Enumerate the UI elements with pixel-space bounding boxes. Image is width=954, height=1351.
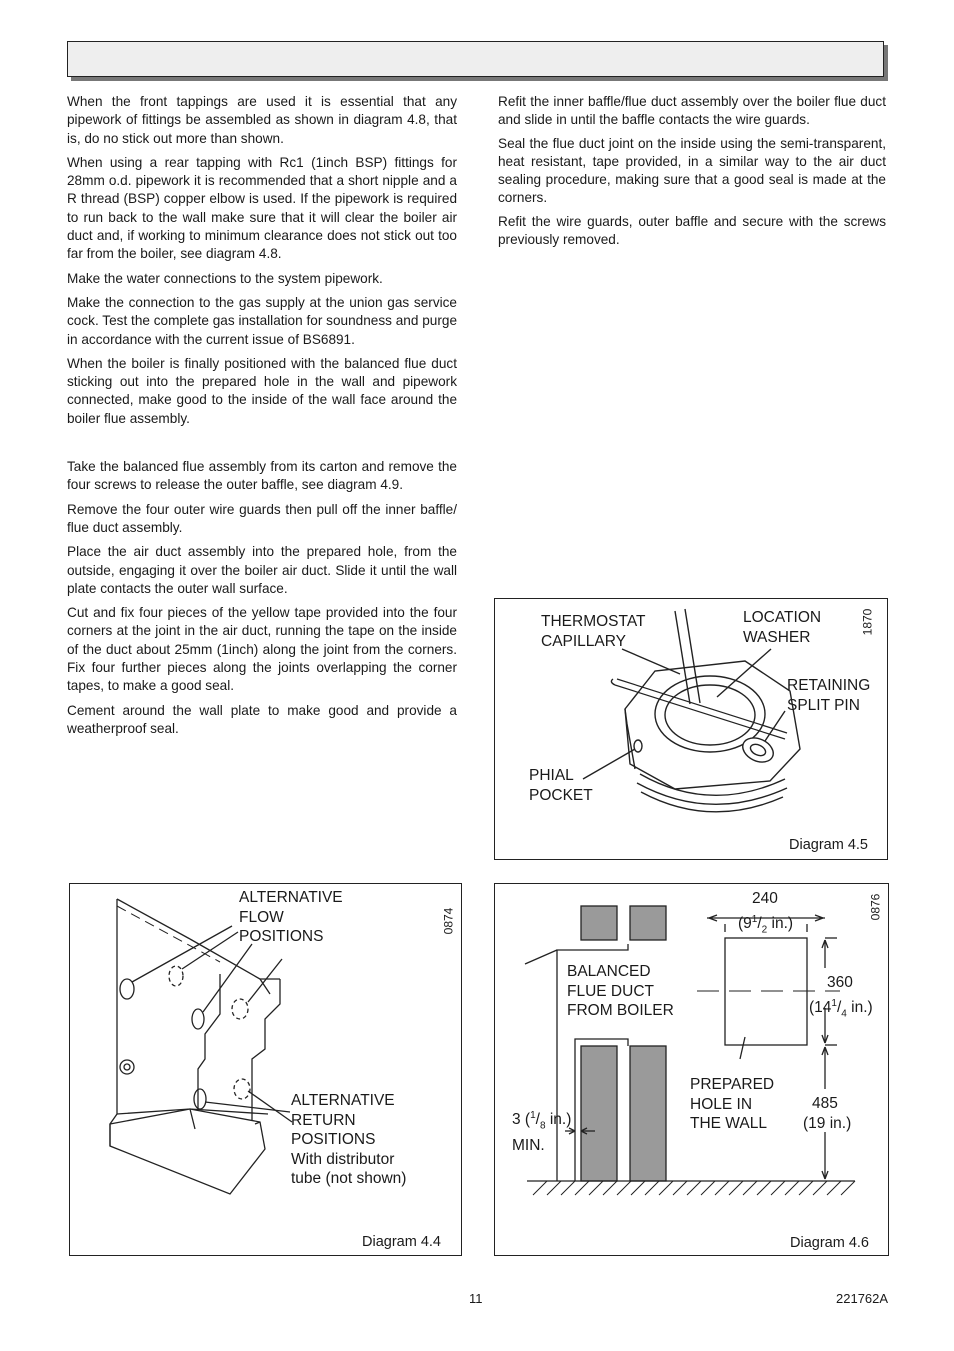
fraction-denominator: 8 xyxy=(539,1120,546,1132)
alternative-flow-positions-label xyxy=(239,888,343,947)
label-line: RETURN xyxy=(291,1111,356,1129)
fraction-denominator: 2 xyxy=(761,924,768,936)
fraction-numerator: 1 xyxy=(530,1110,536,1121)
label-line: (19 in.) xyxy=(803,1114,852,1132)
diagram-4-5 xyxy=(494,598,888,860)
figure-code: 1870 xyxy=(860,608,875,636)
section-header-bar xyxy=(67,41,884,77)
label-part: (14 xyxy=(809,999,832,1017)
paragraph: Make the connection to the gas supply at the union gas service cock. Test the complete gas installation for soundness and purge in accordance with the current issue of BS6891. xyxy=(67,294,457,347)
alternative-return-positions-label xyxy=(291,1091,406,1189)
retaining-split-pin-label xyxy=(787,676,870,715)
paragraph: Refit the inner baffle/flue duct assembly over the boiler flue duct and slide in until the baffle contacts the wire guards. xyxy=(498,94,886,127)
paragraph: Cement around the wall plate to make good and provide a weatherproof seal. xyxy=(67,702,457,736)
width-240-label: 240 xyxy=(752,890,778,907)
right-text-column xyxy=(498,93,886,255)
phial-pocket-label xyxy=(529,766,593,805)
paragraph: Make the water connections to the system pipework. xyxy=(67,270,383,286)
prepared-hole-label xyxy=(690,1075,774,1134)
label-line: POCKET xyxy=(529,786,593,804)
label-line: LOCATION xyxy=(743,609,822,626)
paragraph: Cut and fix four pieces of the yellow tape provided into the four corners at the joint in the air duct, running the tape on the inside of the duct about 25mm (1inch) along the joint from the corners. Fix four further pieces along the joints overlapping the corner tapes, to make a good seal. xyxy=(67,605,457,694)
fraction-numerator: 1 xyxy=(751,914,758,925)
page-number: 11 xyxy=(469,1291,483,1306)
label-line: ALTERNATIVE xyxy=(239,889,343,906)
label-line: BALANCED xyxy=(567,963,651,980)
min-clearance-label xyxy=(512,1106,571,1155)
fraction-denominator: 4 xyxy=(841,1008,847,1020)
label-line: PHIAL xyxy=(529,767,574,784)
label-line: tube (not shown) xyxy=(291,1170,407,1187)
label-line: RETAINING xyxy=(787,677,871,694)
paragraph: When the boiler is finally positioned with the balanced flue duct sticking out into the prepared hole in the wall and pipework connected, make good to the inside of the wall face around the boiler flue assembly. xyxy=(67,355,457,426)
label-line: With distributor xyxy=(291,1150,395,1168)
wall-clearance-illustration xyxy=(495,884,888,1255)
paragraph: Refit the wire guards, outer baffle and secure with the screws previously removed. xyxy=(498,214,886,247)
label-line: MIN. xyxy=(512,1136,545,1154)
label-line: FLOW xyxy=(239,908,284,926)
diagram-caption: Diagram 4.4 xyxy=(362,1234,441,1250)
fraction-numerator: 1 xyxy=(831,998,837,1009)
height-360-label: 360 xyxy=(827,974,853,991)
left-text-column xyxy=(67,93,457,744)
floor-height-label xyxy=(803,1094,852,1133)
width-inches-label: ($9^1/_2$ in.) xyxy=(738,914,794,936)
label-line: WASHER xyxy=(743,628,811,646)
paragraph: Seal the flue duct joint on the inside using the semi-transparent, heat resistant, tape provided, in a similar way to the air duct sealing procedure, making sure that a good seal is made at the corners. xyxy=(498,136,886,205)
paragraph: When the front tappings are used it is essential that any pipework of fittings be assembled as shown in diagram 4.8, that is, do no stick out more than shown. xyxy=(67,94,457,146)
paragraph: When using a rear tapping with Rc1 (1inch BSP) fittings for 28mm o.d. pipework it is recommended that a short nipple and a R thread (BSP) copper elbow is used. If the pipework is required to run back to the wall make sure that it will clear the boiler air duct and, if working to minimum clearance does not stick out too far from the boiler, see diagram 4.8. xyxy=(67,154,457,262)
label-part: 3 ( xyxy=(512,1111,531,1129)
label-part: in.) xyxy=(545,1111,572,1129)
document-code: 221762A xyxy=(836,1291,889,1306)
diagram-4-6 xyxy=(494,883,889,1256)
height-inches-label: ($14^1/_4$ in.) xyxy=(809,998,873,1020)
label-line: HOLE IN xyxy=(690,1095,753,1113)
label-line: THERMOSTAT xyxy=(541,613,646,630)
label-part: in.) xyxy=(846,999,873,1017)
label-line: CAPILLARY xyxy=(541,632,627,650)
label-line: THE WALL xyxy=(690,1115,767,1132)
paragraph: Place the air duct assembly into the prepared hole, from the outside, engaging it over the boiler air duct. Slide it until the wall plate contacts the outer wall surface. xyxy=(67,544,457,596)
label-line: FROM BOILER xyxy=(567,1002,674,1019)
label-line: POSITIONS xyxy=(239,928,324,945)
figure-code: 0876 xyxy=(868,893,883,921)
label-part: in.) xyxy=(767,915,794,933)
label-line: POSITIONS xyxy=(291,1131,376,1148)
label-line: 485 xyxy=(812,1095,838,1112)
balanced-flue-duct-label xyxy=(567,962,674,1021)
diagram-caption: Diagram 4.6 xyxy=(790,1235,869,1251)
figure-code: 0874 xyxy=(441,907,456,935)
paragraph: Remove the four outer wire guards then pull off the inner baffle/ flue duct assembly. xyxy=(67,501,457,535)
diagram-caption: Diagram 4.5 xyxy=(789,837,868,853)
label-part: (9 xyxy=(738,915,752,933)
diagram-4-4 xyxy=(69,883,462,1256)
label-line: 3 ($^1/_8$ in.) xyxy=(512,1110,572,1132)
label-line: SPLIT PIN xyxy=(787,696,860,714)
label-line: PREPARED xyxy=(690,1076,775,1093)
thermostat-capillary-label xyxy=(541,612,645,651)
label-line: ALTERNATIVE xyxy=(291,1092,395,1109)
label-line: FLUE DUCT xyxy=(567,982,654,1000)
paragraph: Take the balanced flue assembly from its carton and remove the four screws to release the outer baffle, see diagram 4.9. xyxy=(67,459,457,493)
location-washer-label xyxy=(743,608,821,647)
